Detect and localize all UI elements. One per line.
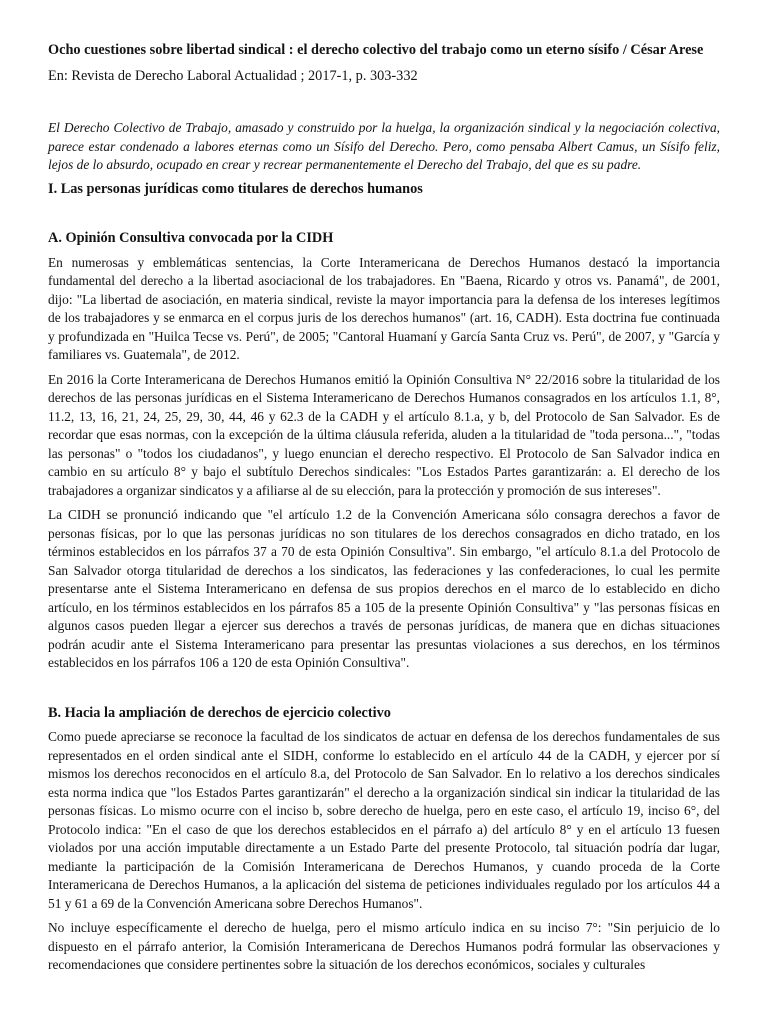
body-paragraph: En numerosas y emblemáticas sentencias, la Corte Interamericana de Derechos Humanos destacó la importancia fundamental del derecho a la libertad asociacional de los trabajadores. En "Baena, Ricardo y otros vs. Panamá", de 2001, dijo: "La libertad de asociación, en materia sindical, reviste la mayor importancia para la defensa de los intereses legítimos de los trabajadores y se enmarca en el corpus juris de los derechos humanos" (art. 16, CADH). Esta doctrina fue continuada y profundizada en "Huilca Tecse vs. Perú", de 2005; "Cantoral Huamaní y García Santa Cruz vs. Perú", de 2007, y "García y familiares vs. Guatemala", de 2012. xyxy=(48,254,720,362)
section-heading-personas-juridicas: I. Las personas jurídicas como titulares de derechos humanos xyxy=(48,180,423,197)
section-heading-ampliacion-derechos: B. Hacia la ampliación de derechos de ejercicio colectivo xyxy=(48,704,391,721)
document-source: En: Revista de Derecho Laboral Actualidad ; 2017-1, p. 303-332 xyxy=(48,68,418,84)
epigraph: El Derecho Colectivo de Trabajo, amasado y construido por la huelga, la organización sindical y la negociación colectiva, parece estar condenado a labores eternas como un Sísifo del Derecho. Pero, como pensaba Albert Camus, un Sísifo feliz, lejos de lo absurdo, ocupado en crear y recrear permanentemente el Derecho del Trabajo, del que es su padre. xyxy=(48,120,720,172)
body-paragraph: En 2016 la Corte Interamericana de Derechos Humanos emitió la Opinión Consultiva N° 22/2016 sobre la titularidad de los derechos de las personas jurídicas en el Sistema Interamericano de Derechos Humanos consagrados en los artículos 1.1, 8°, 11.2, 13, 16, 21, 24, 25, 29, 30, 44, 46 y 62.3 de la CADH y el artículo 8.1.a, y b, del Protocolo de San Salvador. Es de recordar que esas normas, con la excepción de la última cláusula referida, aluden a la titularidad de "toda persona...", "todas las personas" o "todos los ciudadanos", y luego enuncian el derecho respectivo. El Protocolo de San Salvador indica en cambio en su artículo 8° y bajo el subtítulo Derechos sindicales: "Los Estados Partes garantizarán: a. El derecho de los trabajadores a organizar sindicatos y a afiliarse al de su elección, para la protección y promoción de sus intereses". xyxy=(48,371,720,498)
section-heading-opinion-consultiva: A. Opinión Consultiva convocada por la CIDH xyxy=(48,230,334,246)
body-paragraph: Como puede apreciarse se reconoce la facultad de los sindicatos de actuar en defensa de los derechos fundamentales de sus representados en el orden sindical ante el SIDH, conforme lo establecido en el artículo 44 de la CADH, y ejercer por sí mismos los derechos reconocidos en el artículo 8.a, del Protocolo de San Salvador. En lo relativo a los derechos sindicales esta norma indica que "los Estados Partes garantizarán" el derecho a la organización sindical sin indicar la titularidad de las personas físicas. Lo mismo ocurre con el inciso b, sobre derecho de huelga, pero en este caso, el artículo 19, inciso 6°, del Protocolo indica: "En el caso de que los derechos establecidos en el párrafo a) del artículo 8° y en el artículo 13 fuesen violados por una acción imputable directamente a un Estado Parte del presente Protocolo, tal situación podría dar lugar, mediante la participación de la Comisión Interamericana de Derechos Humanos, y cuando proceda de la Corte Interamericana de Derechos Humanos, a la aplicación del sistema de peticiones individuales regulado por los artículos 44 a 51 y 61 a 69 de la Convención Americana sobre Derechos Humanos". xyxy=(48,729,720,911)
body-paragraph: La CIDH se pronunció indicando que "el artículo 1.2 de la Convención Americana sólo consagra derechos a favor de personas físicas, por lo que las personas jurídicas no son titulares de los derechos consagrados en dicho tratado, en los términos establecidos en los párrafos 37 a 70 de esta Opinión Consultiva". Sin embargo, "el artículo 8.1.a del Protocolo de San Salvador otorga titularidad de derechos a los sindicatos, las federaciones y las confederaciones, lo cual les permite presentarse ante el Sistema Interamericano en defensa de sus propios derechos en el marco de lo establecido en dicho artículo, en los términos establecidos en los párrafos 85 a 105 de la presente Opinión Consultiva" y "las personas físicas en algunos casos pueden llegar a ejercer sus derechos a través de personas jurídicas, de manera que en dichas situaciones podrán acudir ante el Sistema Interamericano para presentar las presuntas violaciones a sus derechos, en los términos establecidos en los párrafos 106 a 120 de esta Opinión Consultiva". xyxy=(48,507,720,670)
document-page xyxy=(48,40,720,975)
document-title: Ocho cuestiones sobre libertad sindical : el derecho colectivo del trabajo como un eterno sísifo / César Arese xyxy=(48,42,704,58)
body-paragraph: No incluye específicamente el derecho de huelga, pero el mismo artículo indica en su inciso 7°: "Sin perjuicio de lo dispuesto en el párrafo anterior, la Comisión Interamericana de Derechos Humanos podrá formular las observaciones y recomendaciones que considere pertinentes sobre la situación de los derechos económicos, sociales y culturales xyxy=(48,920,720,972)
